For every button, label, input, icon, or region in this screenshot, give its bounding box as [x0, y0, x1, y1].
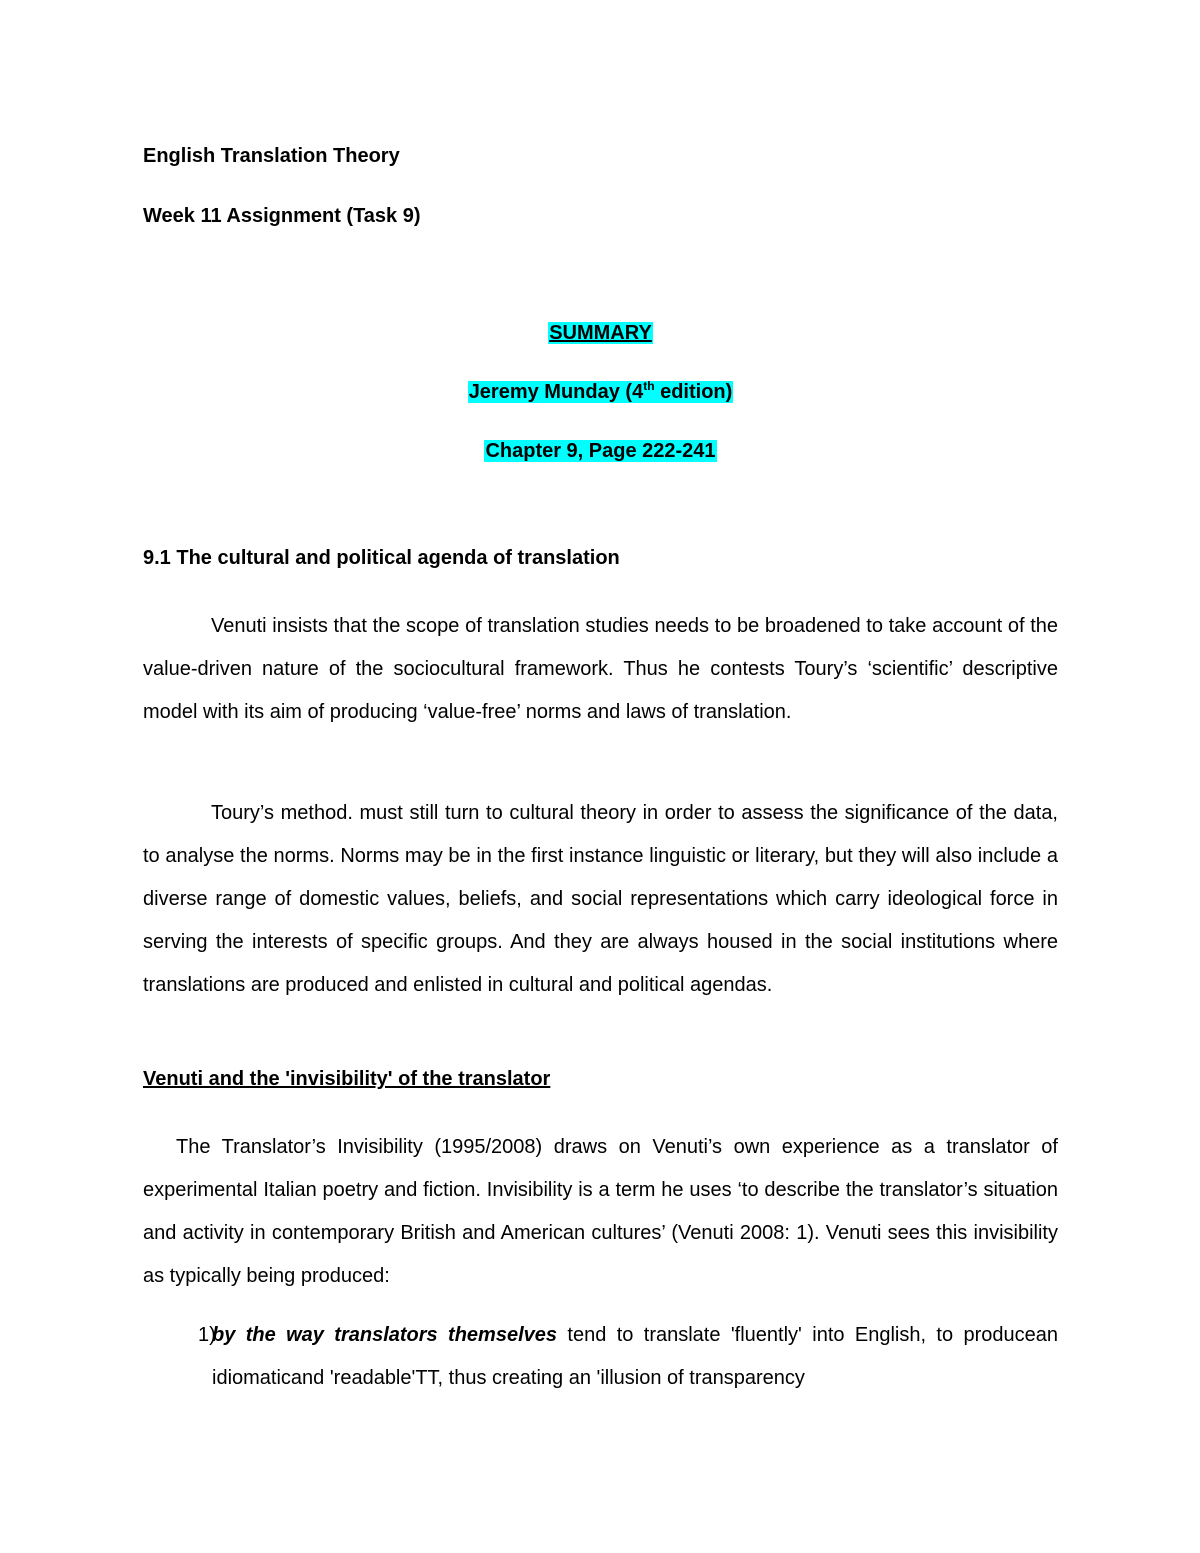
list-item	[143, 1314, 1058, 1400]
chapter-line	[143, 436, 1058, 466]
chapter-label: Chapter 9, Page 222-241	[485, 440, 716, 462]
section-heading: 9.1 The cultural and political agenda of translation	[143, 547, 620, 569]
assignment-title: Week 11 Assignment (Task 9)	[143, 205, 421, 227]
paragraph-toury-method: Toury’s method. must still turn to cultural theory in order to assess the significance of the data, to analyse the norms. Norms may be in the first instance linguistic or literary, but they will also include a diverse range of domestic values, beliefs, and social representations which carry ideological force in serving the interests of specific groups. And they are always housed in the social institutions where translations are produced and enlisted in cultural and political agendas.	[143, 802, 1058, 996]
summary-heading	[143, 318, 1058, 348]
summary-label: SUMMARY	[549, 322, 652, 344]
list-number: 1)	[198, 1324, 216, 1346]
author-superscript: th	[643, 379, 655, 393]
paragraph-invisibility: The Translator’s Invisibility (1995/2008) draws on Venuti’s own experience as a translator of experimental Italian poetry and fiction. Invisibility is a term he uses ‘to describe the translator’s situation and activity in contemporary British and American cultures’ (Venuti 2008: 1). Venuti sees this invisibility as typically being produced:	[143, 1136, 1058, 1287]
author-line	[143, 377, 1058, 407]
paragraph-venuti-scope: Venuti insists that the scope of translation studies needs to be broadened to take account of the value-driven nature of the sociocultural framework. Thus he contests Toury’s ‘scientific’ descriptive model with its aim of producing ‘value-free’ norms and laws of translation.	[143, 615, 1058, 723]
list-body: tend to translate 'fluently' into English, to producean idiomaticand 'readable'TT, thus creating an 'illusion of transparency	[212, 1324, 1059, 1389]
list-emphasis: by the way translators themselves	[212, 1324, 558, 1346]
author-prefix: Jeremy Munday (4	[468, 381, 644, 403]
list-text	[212, 1314, 1058, 1400]
course-title: English Translation Theory	[143, 145, 400, 167]
author-highlight	[468, 381, 734, 403]
subsection-heading: Venuti and the 'invisibility' of the translator	[143, 1068, 551, 1090]
author-suffix: edition)	[654, 381, 733, 403]
